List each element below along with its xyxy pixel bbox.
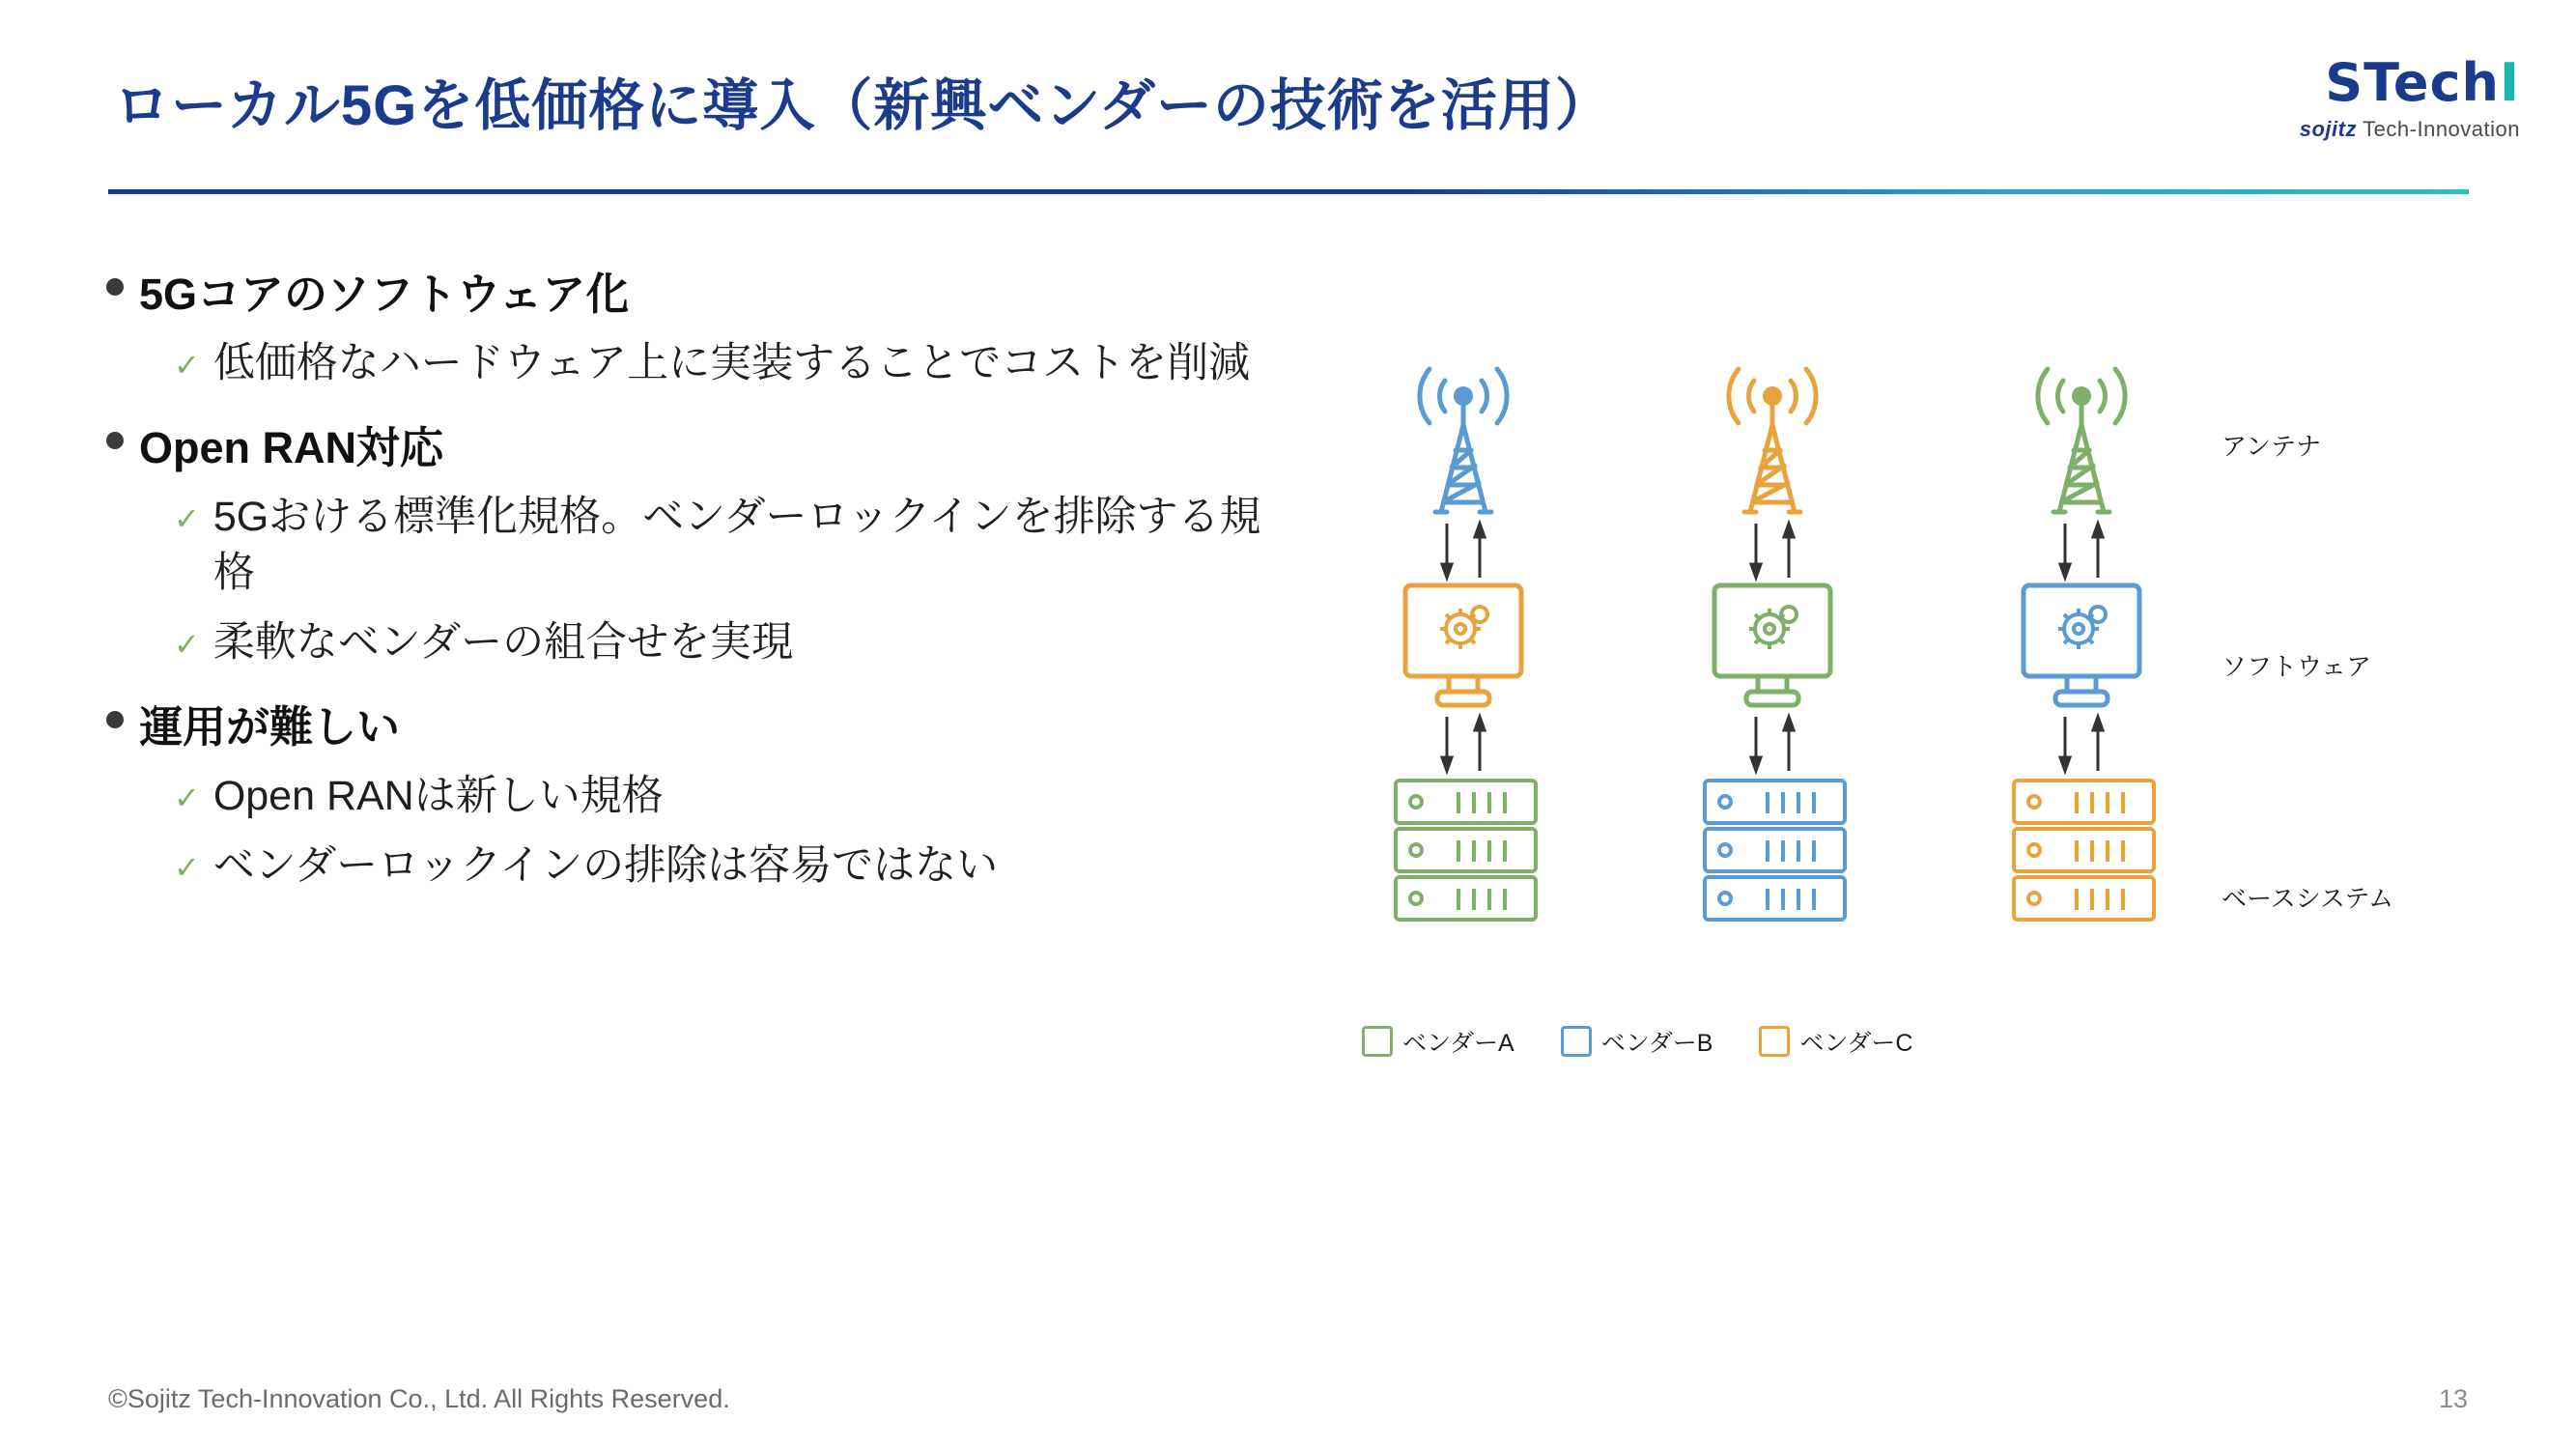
bullet-level2 bbox=[174, 335, 1323, 391]
bullet-dot-icon bbox=[106, 711, 124, 728]
server-rack-icon bbox=[2014, 781, 2154, 920]
bullet-level2 bbox=[174, 838, 1323, 894]
architecture-diagram bbox=[1323, 357, 2531, 1169]
stack-graphic bbox=[1661, 357, 1883, 1014]
logo-tagline-brand: sojitz bbox=[2299, 116, 2357, 141]
logo-wordmark bbox=[2221, 52, 2520, 113]
bullet-level2-label: Open RANは新しい規格 bbox=[212, 773, 664, 820]
logo-tagline bbox=[2221, 117, 2520, 142]
software-icon bbox=[2024, 585, 2139, 705]
legend-label: ベンダーC bbox=[1799, 1030, 1913, 1057]
antenna-icon bbox=[2038, 369, 2125, 512]
legend-swatch-green bbox=[1362, 1026, 1393, 1057]
bullet-level1 bbox=[106, 412, 1323, 475]
bullet-level2-label: 柔軟なベンダーの組合せを実現 bbox=[212, 619, 794, 667]
page-title: ローカル5Gを低価格に導入（新興ベンダーの技術を活用） bbox=[114, 74, 1612, 137]
check-icon: ✓ bbox=[174, 627, 200, 663]
flow-arrows-top bbox=[2060, 524, 2103, 578]
logo-wordmark-accent: I bbox=[2499, 52, 2520, 113]
legend-swatch-orange bbox=[1759, 1026, 1790, 1057]
bullet-level2-label: ベンダーロックインの排除は容易ではない bbox=[212, 842, 999, 890]
vendor-stack-column-1 bbox=[1352, 357, 1574, 1014]
software-icon bbox=[1714, 585, 1830, 705]
stack-graphic bbox=[1970, 357, 2193, 1014]
row-label-software: ソフトウェア bbox=[2222, 652, 2371, 681]
bullet-dot-icon bbox=[106, 278, 124, 296]
diagram-legend bbox=[1362, 1024, 1912, 1059]
flow-arrows-top bbox=[1751, 524, 1794, 578]
bullet-level2 bbox=[174, 614, 1323, 670]
stack-graphic bbox=[1352, 357, 1574, 1014]
flow-arrows-bottom bbox=[2060, 717, 2103, 771]
vendor-stack-column-2 bbox=[1661, 357, 1883, 1014]
bullet-level1 bbox=[106, 259, 1323, 322]
check-icon: ✓ bbox=[174, 850, 200, 886]
bullet-level1-label: 運用が難しい bbox=[139, 702, 401, 753]
row-label-antenna: アンテナ bbox=[2222, 432, 2321, 461]
legend-label: ベンダーA bbox=[1402, 1030, 1514, 1057]
flow-arrows-top bbox=[1442, 524, 1485, 578]
antenna-icon bbox=[1420, 369, 1507, 512]
legend-swatch-blue bbox=[1561, 1026, 1592, 1057]
logo-wordmark-main: STech bbox=[2325, 52, 2500, 113]
vendor-stack-column-3 bbox=[1970, 357, 2193, 1014]
flow-arrows-bottom bbox=[1442, 717, 1485, 771]
bullet-level2-label: 5Gおける標準化規格。ベンダーロックインを排除する規格 bbox=[212, 494, 1261, 597]
antenna-icon bbox=[1729, 369, 1816, 512]
legend-item-vendor-a bbox=[1362, 1024, 1514, 1059]
bullet-level1-label: Open RAN対応 bbox=[139, 423, 444, 473]
flow-arrows-bottom bbox=[1751, 717, 1794, 771]
legend-item-vendor-c bbox=[1759, 1024, 1912, 1059]
bullet-level1-label: 5Gコアのソフトウェア化 bbox=[139, 270, 630, 319]
bullet-level1 bbox=[106, 692, 1323, 754]
logo-tagline-rest: Tech-Innovation bbox=[2356, 116, 2520, 141]
bullet-list bbox=[106, 259, 1323, 894]
software-icon bbox=[1405, 585, 1521, 705]
server-rack-icon bbox=[1396, 781, 1536, 920]
title-divider bbox=[108, 189, 2469, 194]
check-icon: ✓ bbox=[174, 781, 200, 816]
legend-item-vendor-b bbox=[1561, 1024, 1713, 1059]
server-rack-icon bbox=[1705, 781, 1845, 920]
page-number: 13 bbox=[2438, 1384, 2468, 1413]
check-icon: ✓ bbox=[174, 501, 200, 537]
copyright-text: ©Sojitz Tech-Innovation Co., Ltd. All Rights Reserved. bbox=[108, 1384, 730, 1413]
bullet-level2 bbox=[174, 489, 1323, 601]
bullet-level2-label: 低価格なハードウェア上に実装することでコストを削減 bbox=[212, 340, 1251, 386]
company-logo bbox=[2221, 52, 2520, 172]
legend-label: ベンダーB bbox=[1600, 1030, 1713, 1057]
check-icon: ✓ bbox=[174, 348, 200, 383]
row-label-base-system: ベースシステム bbox=[2222, 884, 2394, 913]
bullet-level2 bbox=[174, 768, 1323, 824]
bullet-dot-icon bbox=[106, 432, 124, 449]
